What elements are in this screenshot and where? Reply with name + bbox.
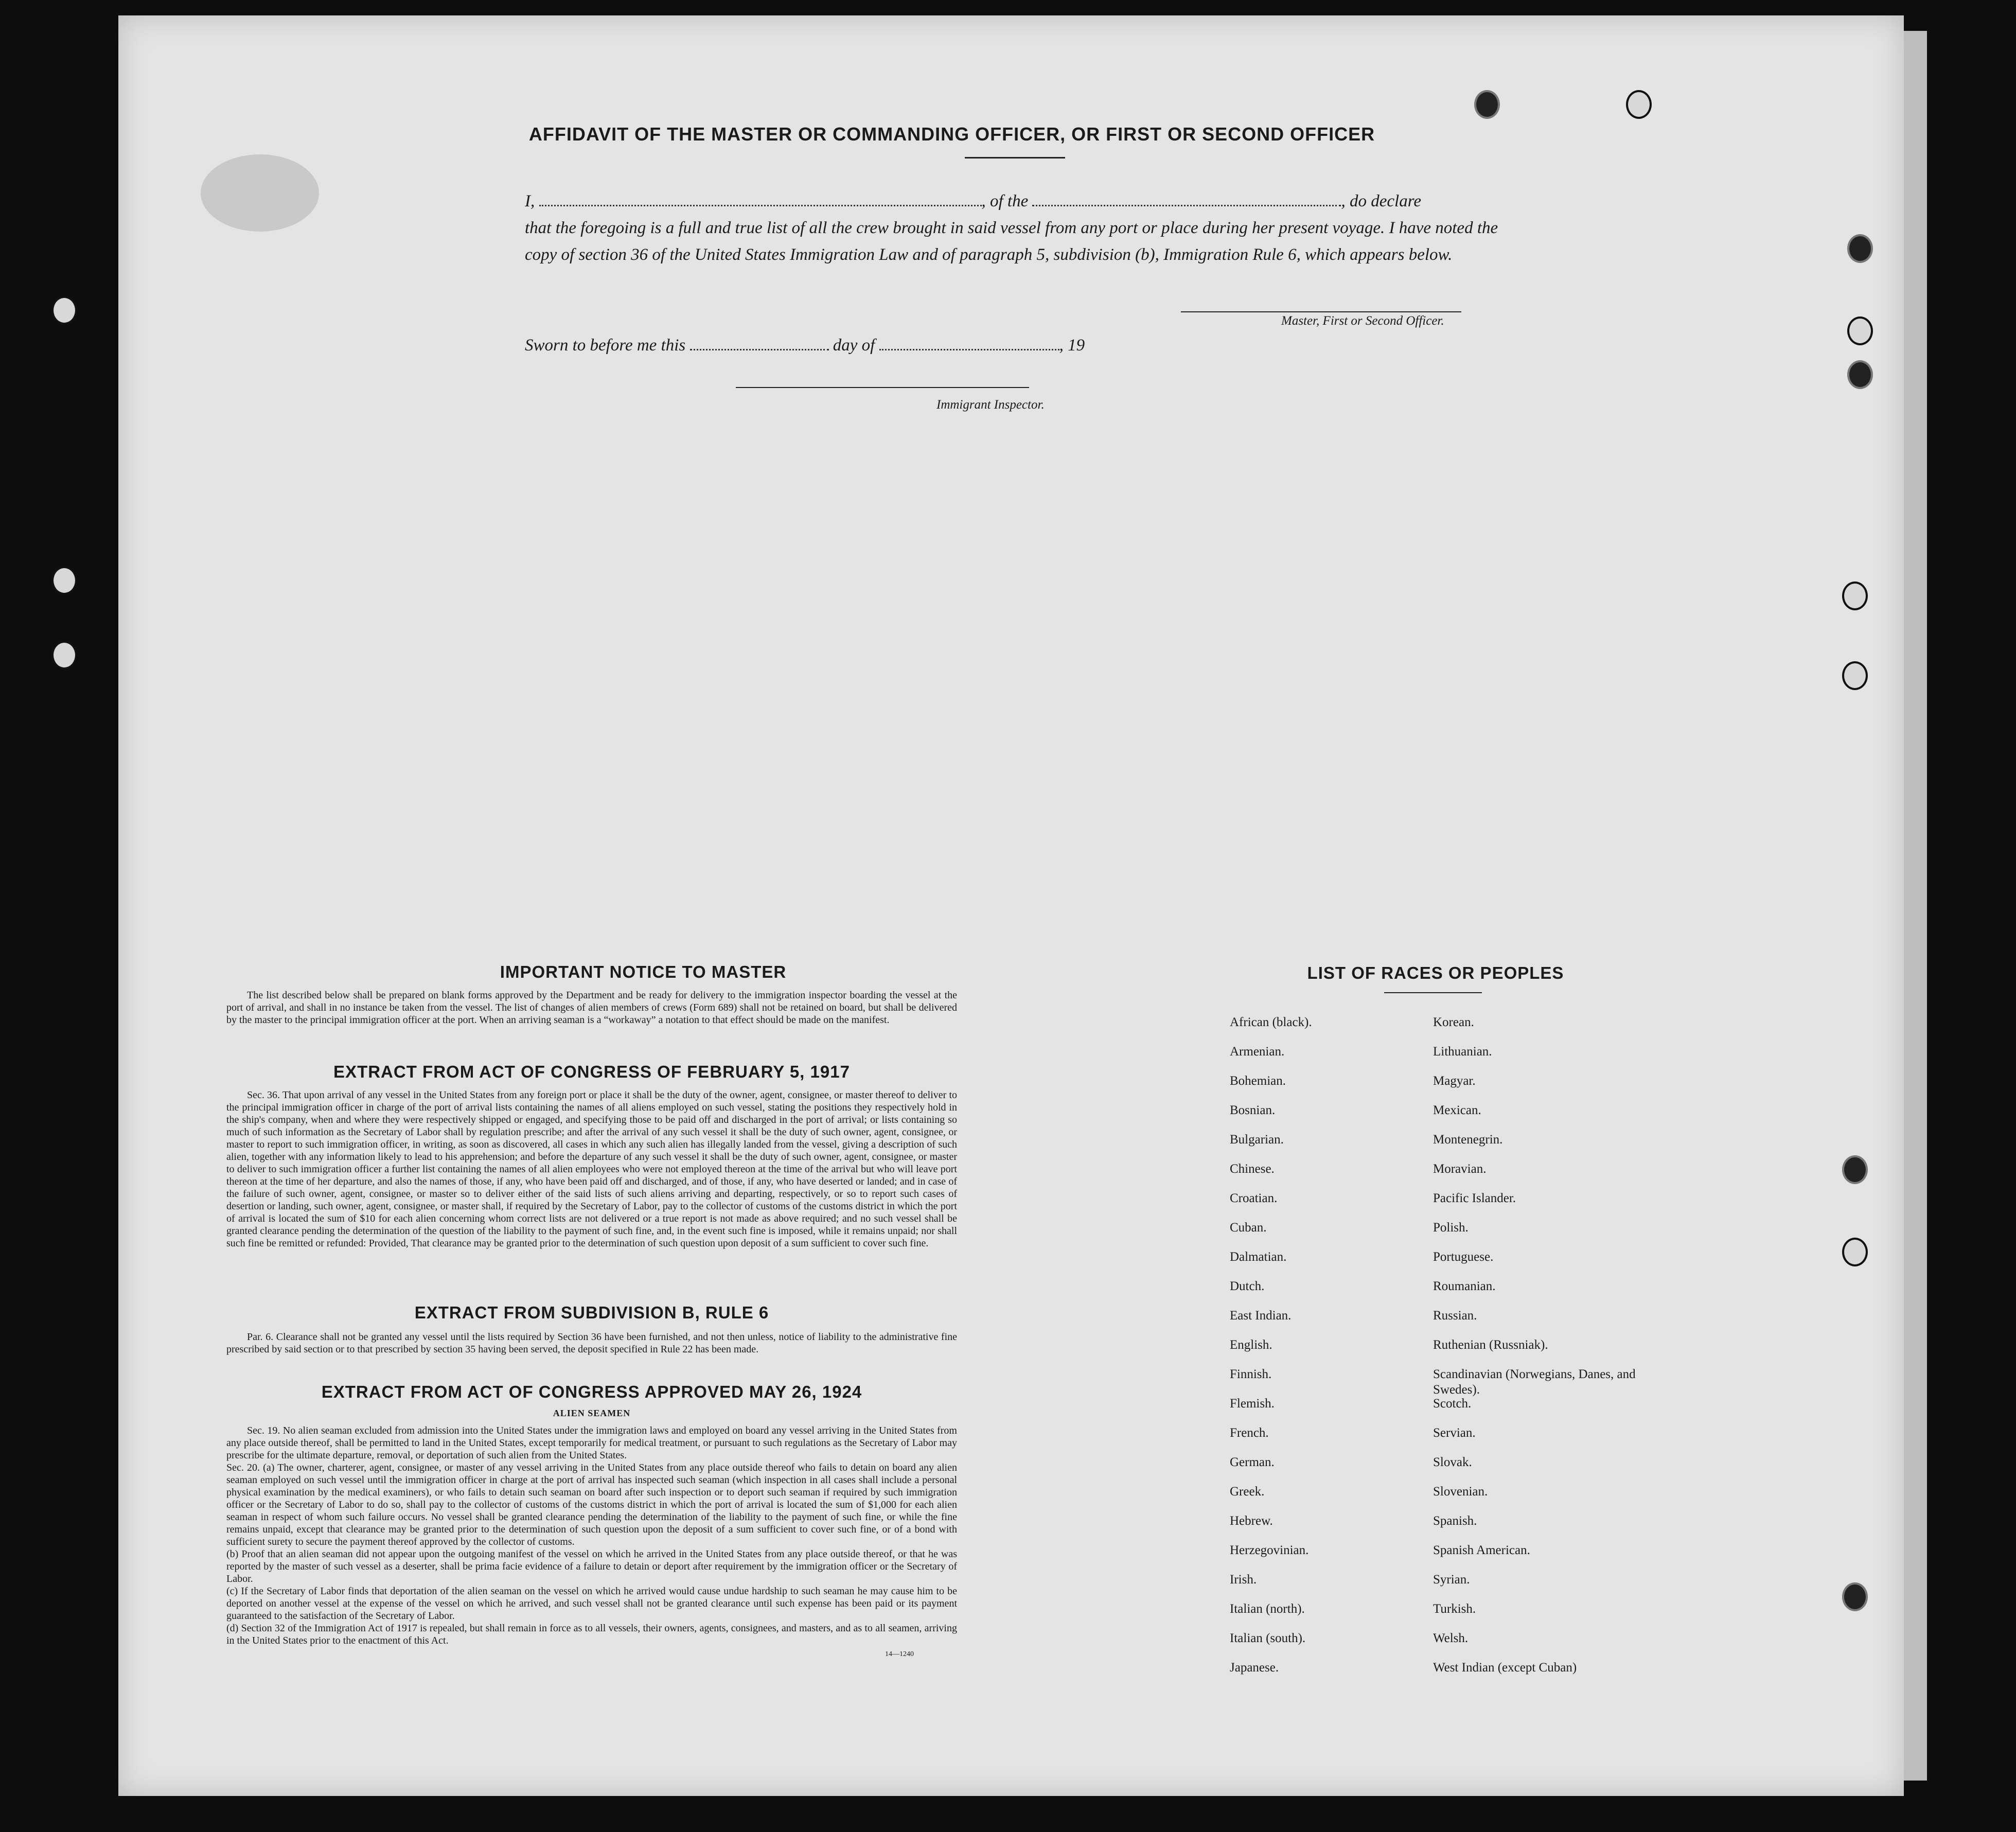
binder-hole-icon: [1842, 1155, 1868, 1184]
affidavit-text: [525, 188, 1508, 268]
binder-hole-icon: [1842, 1238, 1868, 1266]
races-underline: [1384, 992, 1482, 993]
sworn-line: [525, 332, 1508, 359]
race-item: Bohemian.: [1230, 1074, 1286, 1088]
extract-1924-subtitle: ALIEN SEAMEN: [553, 1408, 631, 1418]
affidavit-i: I,: [525, 192, 535, 210]
title-underline: [965, 157, 1065, 158]
race-item: English.: [1230, 1338, 1272, 1352]
binder-hole-icon: [1626, 90, 1652, 119]
race-item: Croatian.: [1230, 1191, 1278, 1205]
race-item: Armenian.: [1230, 1045, 1285, 1059]
binder-hole-icon: [1842, 661, 1868, 690]
race-item: Greek.: [1230, 1485, 1265, 1499]
race-item: Servian.: [1433, 1426, 1476, 1440]
race-item: Roumanian.: [1433, 1279, 1496, 1293]
race-item: Japanese.: [1230, 1661, 1279, 1675]
race-item: Spanish American.: [1433, 1543, 1530, 1557]
race-item: Montenegrin.: [1433, 1133, 1503, 1147]
extract-1917-text: Sec. 36. That upon arrival of any vessel in the United States from any foreign port or place it shall be the duty of the owner, agent, consignee, or master thereof to deliver to the principal immigration officer in charge of the port of arrival lists containing the names of all aliens employed on such vessel, stating the positions they respectively hold in the ship's company, when and where they were respectively shipped or engaged, and specifying those to be paid off and discharged in the port of arrival; or lists containing so much of such information as the Secretary of Labor shall by regulation prescribe; and after the arrival of any such vessel it shall be the duty of such owner, agent, consignee, or master to report to such immigration officer, in writing, as soon as discovered, all cases in which any such alien has illegally landed from the vessel, giving a description of such alien, together with any information likely to lead to his apprehension; and before the departure of any such vessel it shall be the duty of such owner, agent, consignee, or master to deliver to such immigration officer a further list containing the names of all alien employees who were not employed thereon at the time of the arrival but who will leave port thereon at the time of her departure, and also the names of those, if any, who have been paid off and discharged, and of those, if any, who have deserted or landed; and in case of the failure of such owner, agent, consignee, or master so to deliver either of the said lists of such aliens arriving and departing, respectively, or so to report such cases of desertion or landing, such owner, agent, consignee, or master shall, if required by the Secretary of Labor, pay to the collector of customs of the customs district in which the port of arrival is located the sum of $10 for each alien concerning whom correct lists are not delivered or a true report is not made as above required; and no such vessel shall be granted clearance pending the determination of the question of the liability to the payment of such fine, and, in the event such fine is imposed, while it remains unpaid; nor shall such fine be remitted or refunded: Provided, That clearance may be granted prior to the determination of such question upon deposit of a sum sufficient to cover such fine.: [226, 1089, 957, 1249]
sworn-year: , 19: [1059, 336, 1085, 355]
race-item: Scotch.: [1433, 1397, 1472, 1411]
inspector-signature-label: Immigrant Inspector.: [936, 398, 1045, 412]
extract-1924-title: EXTRACT FROM ACT OF CONGRESS APPROVED MAY 26, 1924: [321, 1382, 862, 1401]
form-code: 14—1240: [885, 1650, 914, 1658]
race-item: Lithuanian.: [1433, 1045, 1492, 1059]
race-item: Dalmatian.: [1230, 1250, 1287, 1264]
sworn-prefix: Sworn to before me this: [525, 336, 686, 355]
race-item: Italian (south).: [1230, 1631, 1306, 1645]
race-item: Finnish.: [1230, 1367, 1272, 1381]
notice-text: The list described below shall be prepared on blank forms approved by the Department and be ready for delivery to the immigration inspector boarding the vessel at the port of arrival, and shall in no instance be taken from the vessel. The list of changes of alien members of crews (Form 689) shall not be retained on board, but shall be delivered by the master to the principal immigration officer at the port. When an arriving seaman is a “workaway” a notation to that effect should be made on the manifest.: [226, 990, 957, 1026]
affidavit-body: that the foregoing is a full and true list of all the crew brought in said vessel from any port or place during her present voyage. I have noted the copy of section 36 of the United States Immigration Law and of paragraph 5, subdivision (b), Immigration Rule 6, which appears below.: [525, 219, 1498, 264]
binder-hole-icon: [51, 641, 77, 670]
race-item: Syrian.: [1433, 1573, 1470, 1587]
race-item: Magyar.: [1433, 1074, 1476, 1088]
race-item: Moravian.: [1433, 1162, 1487, 1176]
notice-title: IMPORTANT NOTICE TO MASTER: [500, 962, 787, 981]
extract-1924-text: Sec. 19. No alien seaman excluded from admission into the United States under the immigration laws and employed on board any vessel arriving in the United States from any place outside thereof, shall be permitted to land in the United States, except temporarily for medical treatment, or pursuant to such regulations as the Secretary of Labor may prescribe for the ultimate departure, removal, or deportation of such alien from the United States. Sec. 20. (a) The owner, charterer, agent, consignee, or master of any vessel arriving in the United States from any place outside thereof who fails to detain on board any alien seaman employed on such vessel until the immigration officer in charge at the port of arrival has inspected such seaman (which inspection in all cases shall include a personal physical examination by the medical examiners), or who fails to detain such seaman on board after such inspection or to deport such seaman if required by such immigration officer or the Secretary of Labor to do so, shall pay to the collector of customs of the customs district in which the port of arrival is located the sum of $1,000 for each alien seaman in respect of whom such failure occurs. No vessel shall be granted clearance pending the determination of the liability to the payment of such fine, or while the fine remains unpaid, except that clearance may be granted prior to the determination of such question upon the deposit of a sum sufficient to cover such fine, or of a bond with sufficient surety to secure the payment thereof approved by the collector of customs. (b) Proof that an alien seaman did not appear upon the outgoing manifest of the vessel on which he arrived in the United States from any place outside thereof, or that he was reported by the master of such vessel as a deserter, shall be prima facie evidence of a failure to detain or deport after requirement by the immigration officer or the Secretary of Labor. (c) If the Secretary of Labor finds that deportation of the alien seaman on the vessel on which he arrived would cause undue hardship to such seaman he may cause him to be deported on another vessel at the expense of the vessel on which he arrived, and such vessel shall not be granted clearance until such expense has been paid or its payment guaranteed to the satisfaction of the Secretary of Labor. (d) Section 32 of the Immigration Act of 1917 is repealed, but shall remain in force as to all vessels, their owners, agents, consignees, and masters, and as to all seamen, arriving in the United States prior to the enactment of this Act.: [226, 1425, 957, 1646]
page-edge: [1904, 31, 1927, 1781]
races-right-column: [1433, 1015, 1670, 1689]
race-item: Polish.: [1433, 1221, 1469, 1235]
race-item: Chinese.: [1230, 1162, 1275, 1176]
binder-hole-icon: [51, 566, 77, 595]
race-item: Welsh.: [1433, 1631, 1469, 1645]
binder-hole-icon: [51, 296, 77, 325]
race-item: East Indian.: [1230, 1309, 1292, 1323]
races-title: LIST OF RACES OR PEOPLES: [1307, 963, 1564, 982]
master-signature-line: [1181, 311, 1461, 312]
binder-hole-icon: [1842, 1582, 1868, 1611]
race-item: Bulgarian.: [1230, 1133, 1284, 1147]
race-item: Slovak.: [1433, 1455, 1472, 1469]
race-item: Bosnian.: [1230, 1103, 1276, 1117]
affidavit-of-the: , of the: [981, 192, 1029, 210]
race-item: Italian (north).: [1230, 1602, 1305, 1616]
name-blank: [539, 195, 982, 206]
race-item: Hebrew.: [1230, 1514, 1273, 1528]
race-item: Korean.: [1433, 1015, 1474, 1029]
extract-1917-title: EXTRACT FROM ACT OF CONGRESS OF FEBRUARY 5, 1917: [333, 1062, 850, 1081]
race-item: Spanish.: [1433, 1514, 1477, 1528]
race-item: Cuban.: [1230, 1221, 1267, 1235]
race-item: Slovenian.: [1433, 1485, 1488, 1499]
extract-rule6-text: Par. 6. Clearance shall not be granted any vessel until the lists required by Section 36 have been furnished, and not then unless, notice of liability to the administrative fine prescribed by said section or to that prescribed by section 35 having been served, the deposit specified in Rule 22 has been made.: [226, 1331, 957, 1355]
race-item: Dutch.: [1230, 1279, 1265, 1293]
race-item: Scandinavian (Norwegians, Danes, and Swedes).: [1433, 1367, 1636, 1397]
race-item: Turkish.: [1433, 1602, 1476, 1616]
affidavit-title: AFFIDAVIT OF THE MASTER OR COMMANDING OFFICER, OR FIRST OR SECOND OFFICER: [528, 124, 1375, 145]
binder-hole-icon: [1474, 90, 1500, 119]
race-item: Flemish.: [1230, 1397, 1275, 1411]
binder-hole-icon: [1847, 360, 1873, 389]
sworn-day-of: day of: [833, 336, 875, 355]
sworn-day-blank: [690, 339, 829, 350]
race-item: German.: [1230, 1455, 1275, 1469]
race-item: African (black).: [1230, 1015, 1312, 1029]
race-item: Portuguese.: [1433, 1250, 1494, 1264]
race-item: Herzegovinian.: [1230, 1543, 1309, 1557]
faded-stamp: [201, 154, 319, 232]
race-item: French.: [1230, 1426, 1269, 1440]
race-item: Pacific Islander.: [1433, 1191, 1516, 1205]
binder-hole-icon: [1847, 234, 1873, 263]
binder-hole-icon: [1847, 316, 1873, 345]
vessel-blank: [1032, 195, 1341, 206]
race-item: West Indian (except Cuban): [1433, 1661, 1577, 1675]
race-item: Ruthenian (Russniak).: [1433, 1338, 1548, 1352]
races-left-column: [1230, 1015, 1405, 1689]
race-item: Russian.: [1433, 1309, 1477, 1323]
affidavit-declare: , do declare: [1341, 192, 1421, 210]
sworn-month-blank: [879, 339, 1059, 350]
race-item: Irish.: [1230, 1573, 1257, 1587]
inspector-signature-line: [736, 387, 1029, 388]
race-item: Mexican.: [1433, 1103, 1481, 1117]
extract-rule6-title: EXTRACT FROM SUBDIVISION B, RULE 6: [414, 1303, 769, 1322]
binder-hole-icon: [1842, 582, 1868, 610]
affidavit-first-line: [525, 188, 1508, 215]
master-signature-label: Master, First or Second Officer.: [1281, 314, 1444, 328]
